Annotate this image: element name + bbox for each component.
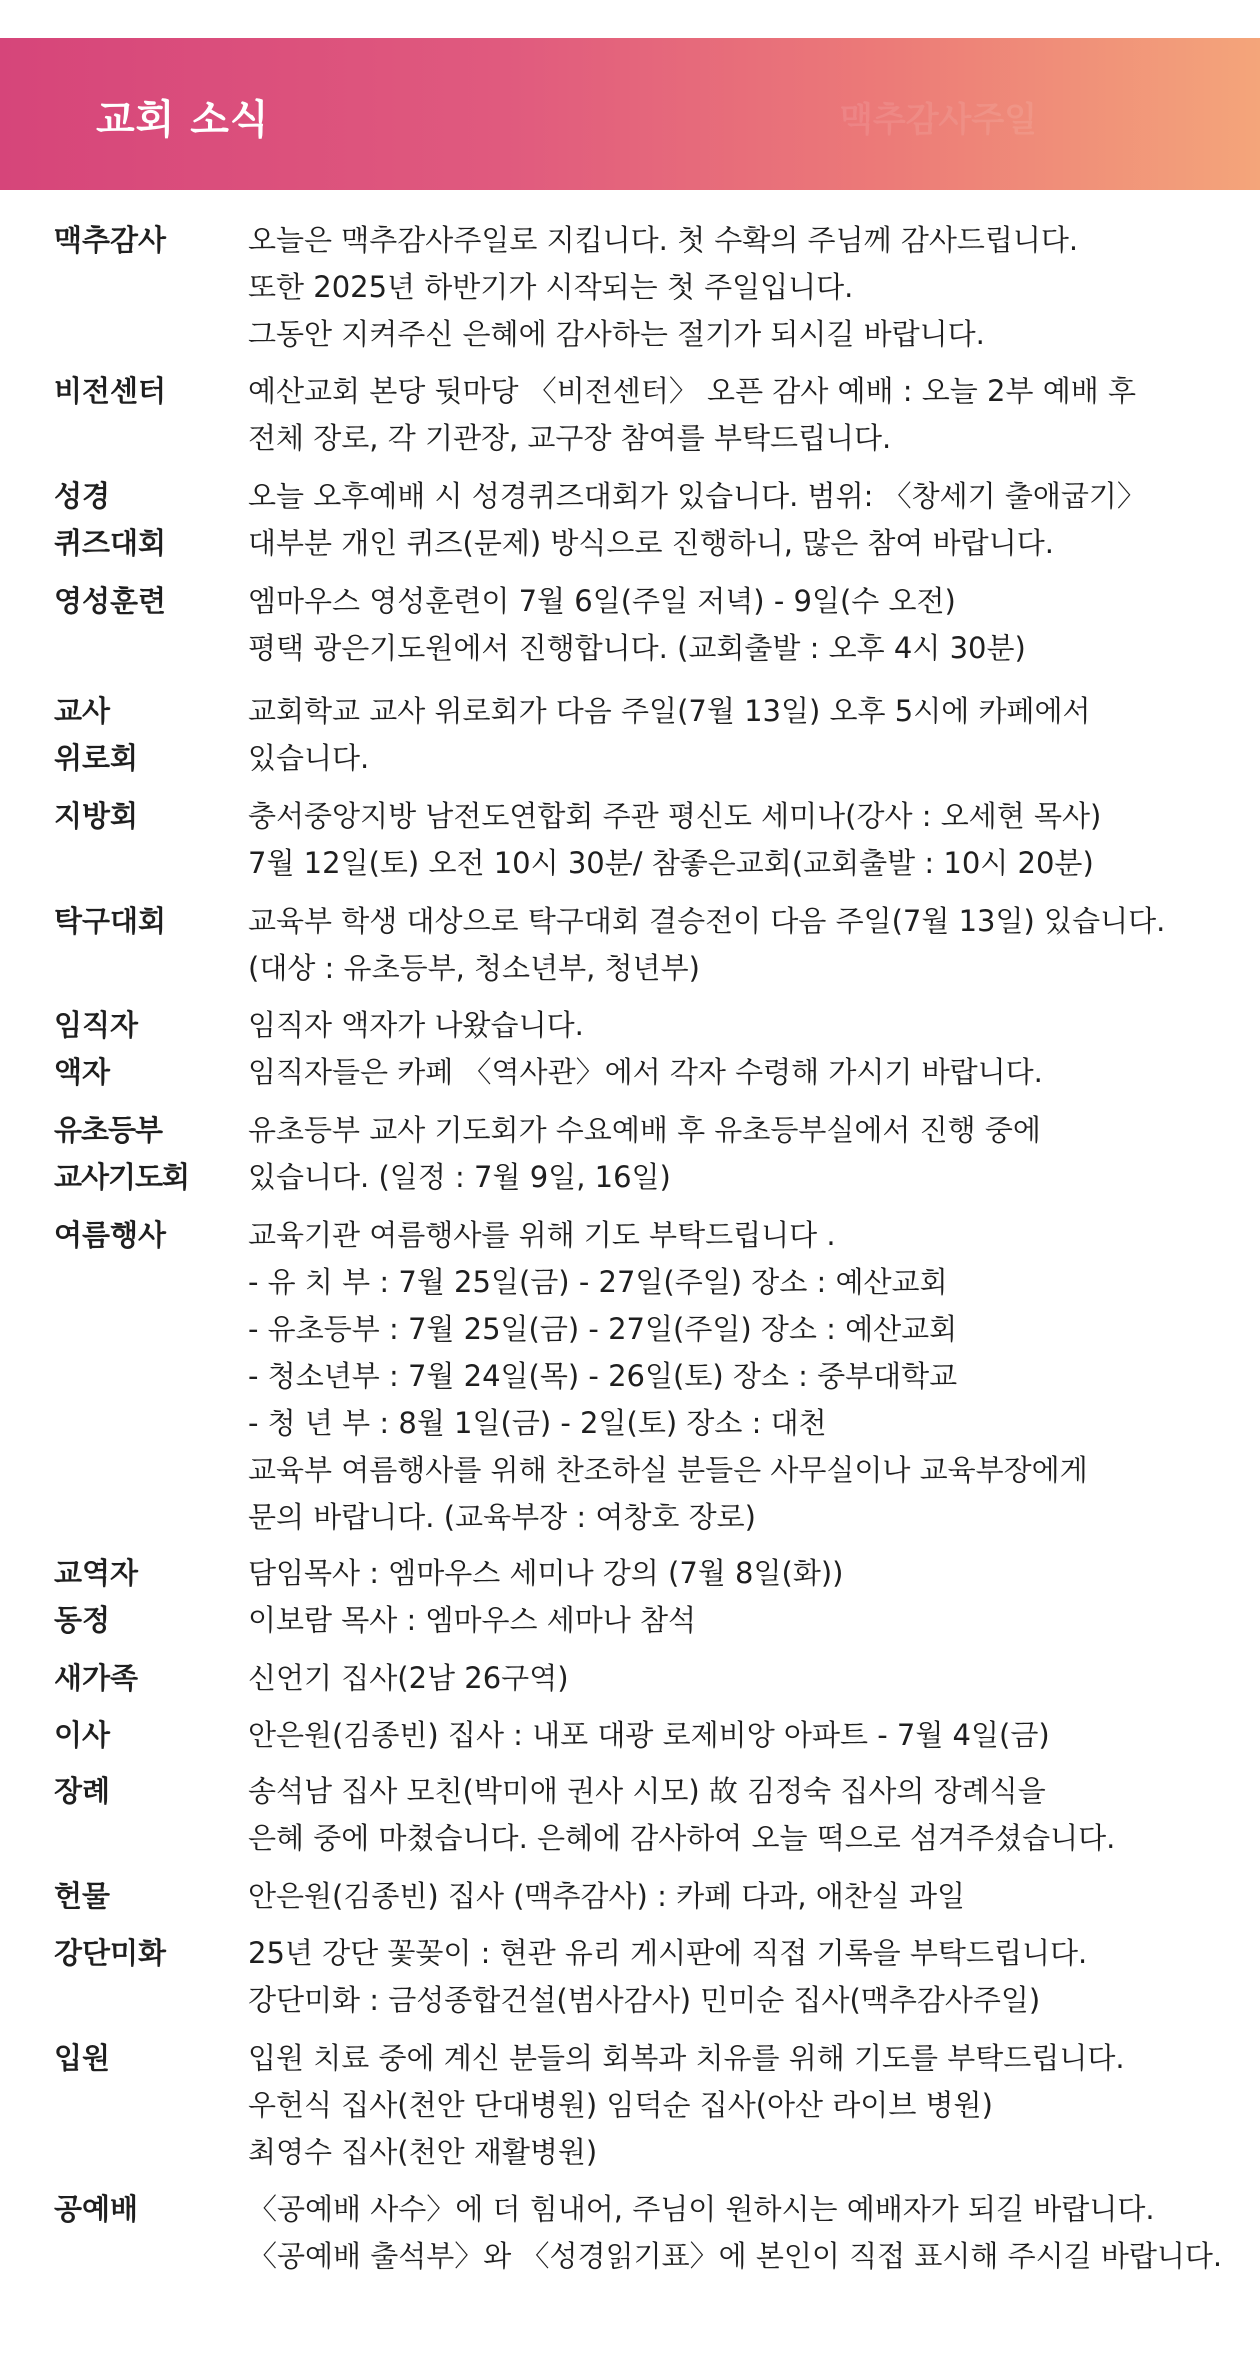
- news-label-line: 동정: [54, 1603, 111, 1637]
- news-label-line: 교사: [54, 694, 111, 728]
- news-label: [54, 217, 194, 264]
- news-label-line: 임직자: [54, 1008, 139, 1042]
- news-body: [248, 793, 1208, 887]
- news-line: 안은원(김종빈) 집사 : 내포 대광 로제비앙 아파트 - 7월 4일(금): [248, 1718, 1050, 1752]
- news-label-line: 공예배: [54, 2192, 139, 2226]
- news-line: 교육부 학생 대상으로 탁구대회 결승전이 다음 주일(7월 13일) 있습니다.: [248, 904, 1166, 938]
- news-line: 충서중앙지방 남전도연합회 주관 평신도 세미나(강사 : 오세현 목사): [248, 799, 1102, 833]
- news-label-line: 교역자: [54, 1556, 139, 1590]
- news-body: [248, 1655, 1208, 1702]
- news-line: 담임목사 : 엠마우스 세미나 강의 (7월 8일(화)): [248, 1556, 844, 1590]
- news-line: 교회학교 교사 위로회가 다음 주일(7월 13일) 오후 5시에 카페에서: [248, 694, 1091, 728]
- news-line: 또한 2025년 하반기가 시작되는 첫 주일입니다.: [248, 270, 854, 304]
- news-line: 있습니다.: [248, 741, 370, 775]
- news-line: 문의 바랍니다. (교육부장 : 여창호 장로): [248, 1500, 756, 1534]
- news-body: [248, 473, 1208, 567]
- news-label-line: 여름행사: [54, 1218, 167, 1252]
- news-body: [248, 1107, 1208, 1201]
- news-line: 대부분 개인 퀴즈(문제) 방식으로 진행하니, 많은 참여 바랍니다.: [248, 526, 1054, 560]
- news-label-line: 영성훈련: [54, 584, 167, 618]
- news-line: 우헌식 집사(천안 단대병원) 임덕순 집사(아산 라이브 병원): [248, 2088, 993, 2122]
- news-label-line: 지방회: [54, 799, 139, 833]
- news-body: [248, 578, 1208, 672]
- news-line: 평택 광은기도원에서 진행합니다. (교회출발 : 오후 4시 30분): [248, 631, 1026, 665]
- news-body: [248, 217, 1208, 358]
- header-banner: [0, 38, 1260, 190]
- news-label: [54, 793, 194, 840]
- news-label-line: 위로회: [54, 741, 139, 775]
- news-label: [54, 368, 194, 415]
- news-line: 그동안 지켜주신 은혜에 감사하는 절기가 되시길 바랍니다.: [248, 317, 985, 351]
- news-line: 전체 장로, 각 기관장, 교구장 참여를 부탁드립니다.: [248, 421, 892, 455]
- news-line: 7월 12일(토) 오전 10시 30분/ 참좋은교회(교회출발 : 10시 20분): [248, 846, 1094, 880]
- news-line: - 청 년 부 : 8월 1일(금) - 2일(토) 장소 : 대천: [248, 1406, 827, 1440]
- news-label-line: 교사기도회: [54, 1160, 190, 1194]
- news-label: [54, 1212, 194, 1259]
- news-line: 안은원(김종빈) 집사 (맥추감사) : 카페 다과, 애찬실 과일: [248, 1879, 966, 1913]
- news-line: 교육기관 여름행사를 위해 기도 부탁드립니다 .: [248, 1218, 836, 1252]
- news-label-line: 탁구대회: [54, 904, 167, 938]
- news-line: 강단미화 : 금성종합건설(범사감사) 민미순 집사(맥추감사주일): [248, 1983, 1041, 2017]
- news-label-line: 이사: [54, 1718, 111, 1752]
- news-body: [248, 2186, 1223, 2280]
- news-label-line: 퀴즈대회: [54, 526, 167, 560]
- news-label: [54, 1655, 194, 1702]
- news-body: [248, 368, 1208, 462]
- news-line: 오늘은 맥추감사주일로 지킵니다. 첫 수확의 주님께 감사드립니다.: [248, 223, 1079, 257]
- news-line: 25년 강단 꽃꽂이 : 현관 유리 게시판에 직접 기록을 부탁드립니다.: [248, 1936, 1088, 1970]
- news-label: [54, 898, 194, 945]
- news-label-line: 비전센터: [54, 374, 167, 408]
- news-label: [54, 1873, 194, 1920]
- news-label-line: 새가족: [54, 1661, 139, 1695]
- news-label: [54, 1107, 194, 1201]
- news-line: 있습니다. (일정 : 7월 9일, 16일): [248, 1160, 671, 1194]
- news-label-line: 유초등부: [54, 1113, 163, 1147]
- banner-watermark: 맥추감사주일: [840, 100, 1038, 140]
- news-label: [54, 2035, 194, 2082]
- news-body: [248, 1712, 1208, 1759]
- news-line: 은혜 중에 마쳤습니다. 은혜에 감사하여 오늘 떡으로 섬겨주셨습니다.: [248, 1821, 1116, 1855]
- news-body: [248, 1873, 1208, 1920]
- page-title: 교회 소식: [96, 97, 270, 143]
- news-line: 예산교회 본당 뒷마당 〈비전센터〉 오픈 감사 예배 : 오늘 2부 예배 후: [248, 374, 1136, 408]
- news-body: [248, 1768, 1208, 1862]
- news-line: 〈공예배 사수〉에 더 힘내어, 주님이 원하시는 예배자가 되길 바랍니다.: [248, 2192, 1155, 2226]
- news-label: [54, 1930, 194, 1977]
- news-label: [54, 1768, 194, 1815]
- news-body: [248, 1212, 1208, 1541]
- news-label-line: 입원: [54, 2041, 111, 2075]
- news-label-line: 헌물: [54, 1879, 111, 1913]
- news-label-line: 장례: [54, 1774, 111, 1808]
- news-label: [54, 1550, 194, 1644]
- news-body: [248, 1930, 1208, 2024]
- news-body: [248, 2035, 1208, 2176]
- news-line: 유초등부 교사 기도회가 수요예배 후 유초등부실에서 진행 중에: [248, 1113, 1041, 1147]
- news-line: (대상 : 유초등부, 청소년부, 청년부): [248, 951, 700, 985]
- news-line: 입원 치료 중에 계신 분들의 회복과 치유를 위해 기도를 부탁드립니다.: [248, 2041, 1125, 2075]
- news-label-line: 액자: [54, 1055, 111, 1089]
- news-label-line: 성경: [54, 479, 111, 513]
- news-line: 오늘 오후예배 시 성경퀴즈대회가 있습니다. 범위: 〈창세기 출애굽기〉: [248, 479, 1146, 513]
- news-line: 최영수 집사(천안 재활병원): [248, 2135, 598, 2169]
- news-line: 송석남 집사 모친(박미애 권사 시모) 故 김정숙 집사의 장례식을: [248, 1774, 1046, 1808]
- news-line: 〈공예배 출석부〉와 〈성경읽기표〉에 본인이 직접 표시해 주시길 바랍니다.: [248, 2239, 1223, 2273]
- news-label: [54, 578, 194, 625]
- news-line: - 유 치 부 : 7월 25일(금) - 27일(주일) 장소 : 예산교회: [248, 1265, 948, 1299]
- news-line: 이보람 목사 : 엠마우스 세마나 참석: [248, 1603, 697, 1637]
- news-label-line: 맥추감사: [54, 223, 167, 257]
- news-label-line: 강단미화: [54, 1936, 167, 1970]
- news-label: [54, 2186, 194, 2233]
- news-line: 임직자 액자가 나왔습니다.: [248, 1008, 584, 1042]
- news-body: [248, 688, 1208, 782]
- news-label: [54, 473, 194, 567]
- news-line: 교육부 여름행사를 위해 찬조하실 분들은 사무실이나 교육부장에게: [248, 1453, 1088, 1487]
- news-line: - 유초등부 : 7월 25일(금) - 27일(주일) 장소 : 예산교회: [248, 1312, 958, 1346]
- news-body: [248, 1550, 1208, 1644]
- news-line: 신언기 집사(2남 26구역): [248, 1661, 569, 1695]
- news-label: [54, 1712, 194, 1759]
- news-label: [54, 1002, 194, 1096]
- news-body: [248, 898, 1208, 992]
- news-body: [248, 1002, 1208, 1096]
- news-label: [54, 688, 194, 782]
- news-line: 엠마우스 영성훈련이 7월 6일(주일 저녁) - 9일(수 오전): [248, 584, 956, 618]
- news-line: - 청소년부 : 7월 24일(목) - 26일(토) 장소 : 중부대학교: [248, 1359, 958, 1393]
- news-line: 임직자들은 카페 〈역사관〉에서 각자 수령해 가시기 바랍니다.: [248, 1055, 1043, 1089]
